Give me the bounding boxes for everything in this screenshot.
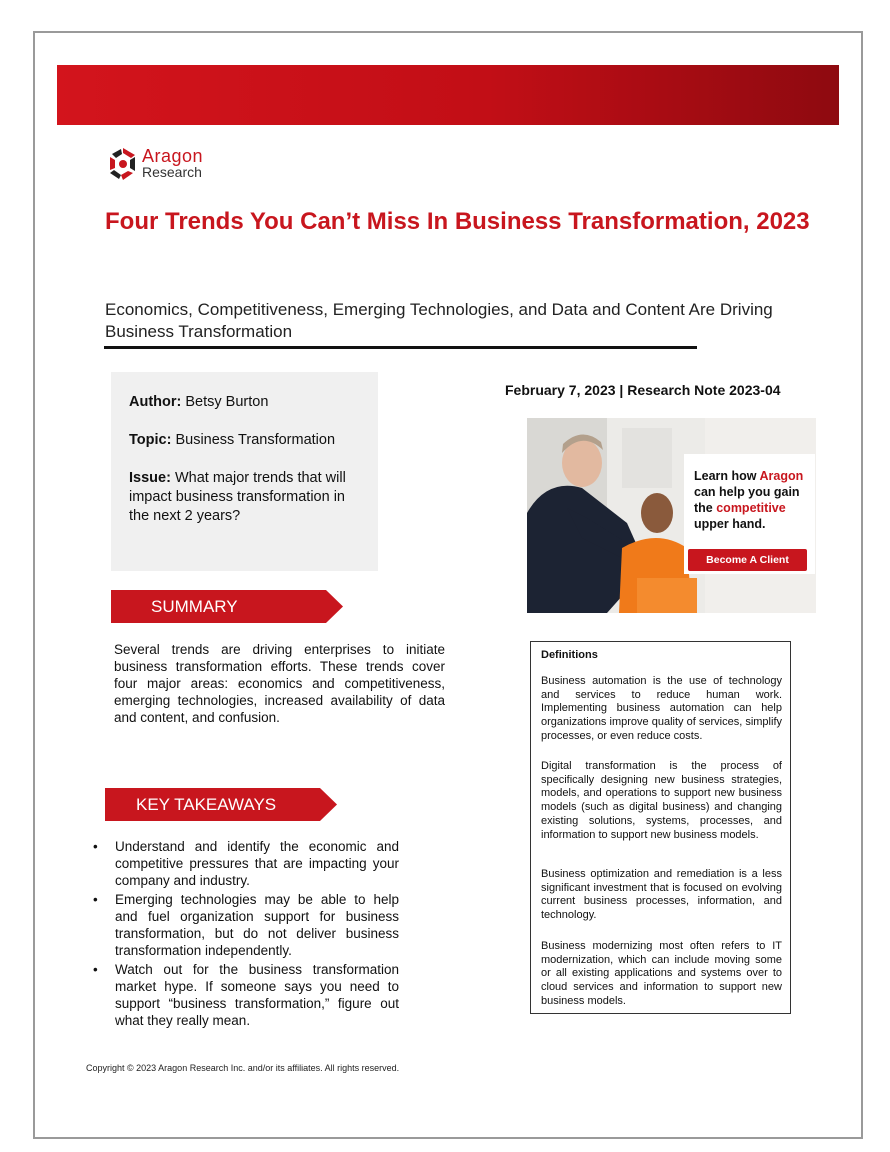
bullet-icon: •: [93, 839, 98, 854]
topic-line: [129, 431, 369, 450]
promo-message: [694, 468, 809, 532]
takeaway-text: Emerging technologies may be able to help and fuel organization support for business transformation, but do not deliver business transformation independently.: [115, 892, 399, 958]
logo-name: Aragon: [142, 146, 204, 166]
author-line: [129, 393, 369, 412]
copyright-notice: Copyright © 2023 Aragon Research Inc. and/or its affiliates. All rights reserved.: [86, 1063, 400, 1073]
promo-highlight-competitive: competitive: [716, 501, 786, 515]
aragon-logo: [108, 146, 238, 186]
promo-line-3: the: [694, 501, 717, 515]
promo-banner[interactable]: [527, 418, 816, 613]
definition-business-modernizing: Business modernizing most often refers to IT modernization, which can include moving some or all existing applications and systems over to cloud services and information to support new business models.: [541, 940, 782, 1007]
list-item: [93, 838, 399, 889]
topic-label: Topic:: [129, 432, 172, 448]
author-value: Betsy Burton: [185, 394, 269, 410]
list-item: [93, 891, 399, 959]
issue-value: What major trends that will impact business transformation in the next 2 years?: [129, 470, 346, 524]
takeaways-heading-tag: [105, 788, 337, 821]
metadata-box: [111, 372, 378, 571]
summary-heading: SUMMARY: [151, 597, 238, 616]
takeaways-list: [93, 838, 399, 1031]
document-subtitle: Economics, Competitiveness, Emerging Technologies, and Data and Content Are Driving Business Transformation: [105, 300, 773, 341]
definition-business-optimization: Business optimization and remediation is a less significant investment that is focused on evolving current business processes, information, and technology.: [541, 868, 782, 922]
promo-line-1: Learn how: [694, 469, 760, 483]
header-banner: [57, 65, 839, 125]
author-label: Author:: [129, 394, 182, 410]
list-item: [93, 961, 399, 1029]
bullet-icon: •: [93, 962, 98, 977]
summary-heading-tag: [111, 590, 343, 623]
summary-text: Several trends are driving enterprises to initiate business transformation efforts. These trends cover four major areas: economics and competitiveness, emerging technologies, increased availability of data and content, and confusion.: [114, 642, 445, 725]
definitions-title: Definitions: [541, 649, 598, 661]
logo-subtitle: Research: [142, 164, 202, 180]
takeaways-heading: KEY TAKEAWAYS: [136, 795, 277, 814]
promo-card: [684, 454, 815, 574]
promo-line-2: can help you gain: [694, 485, 800, 499]
bullet-icon: •: [93, 892, 98, 907]
takeaway-text: Watch out for the business transformation market hype. If someone says you need to support “business transformation,” figure out what they really mean.: [115, 962, 399, 1028]
issue-line: [129, 469, 369, 526]
promo-highlight-aragon: Aragon: [759, 469, 804, 483]
become-client-button[interactable]: Become A Client: [688, 549, 807, 571]
definition-digital-transformation: Digital transformation is the process of specifically designing new business strategies, models, and operations to support new business models (such as digital business) and changing existing solutions, systems, processes, and information to support new business models.: [541, 760, 782, 841]
document-title: Four Trends You Can’t Miss In Business Transformation, 2023: [105, 208, 810, 235]
topic-value: Business Transformation: [175, 432, 336, 448]
promo-line-4: upper hand.: [694, 517, 766, 531]
definition-business-automation: Business automation is the use of technology and services to reduce human work. Implementing business automation can help organizations improve quality of services, simplify processes, or even reduce costs.: [541, 675, 782, 742]
definitions-box: [530, 641, 791, 1014]
aragon-logo-icon: [108, 146, 138, 182]
date-research-note: February 7, 2023 | Research Note 2023-04: [505, 382, 781, 398]
subtitle-divider: [104, 346, 697, 349]
issue-label: Issue:: [129, 470, 171, 486]
takeaway-text: Understand and identify the economic and competitive pressures that are impacting your company and industry.: [115, 839, 399, 888]
